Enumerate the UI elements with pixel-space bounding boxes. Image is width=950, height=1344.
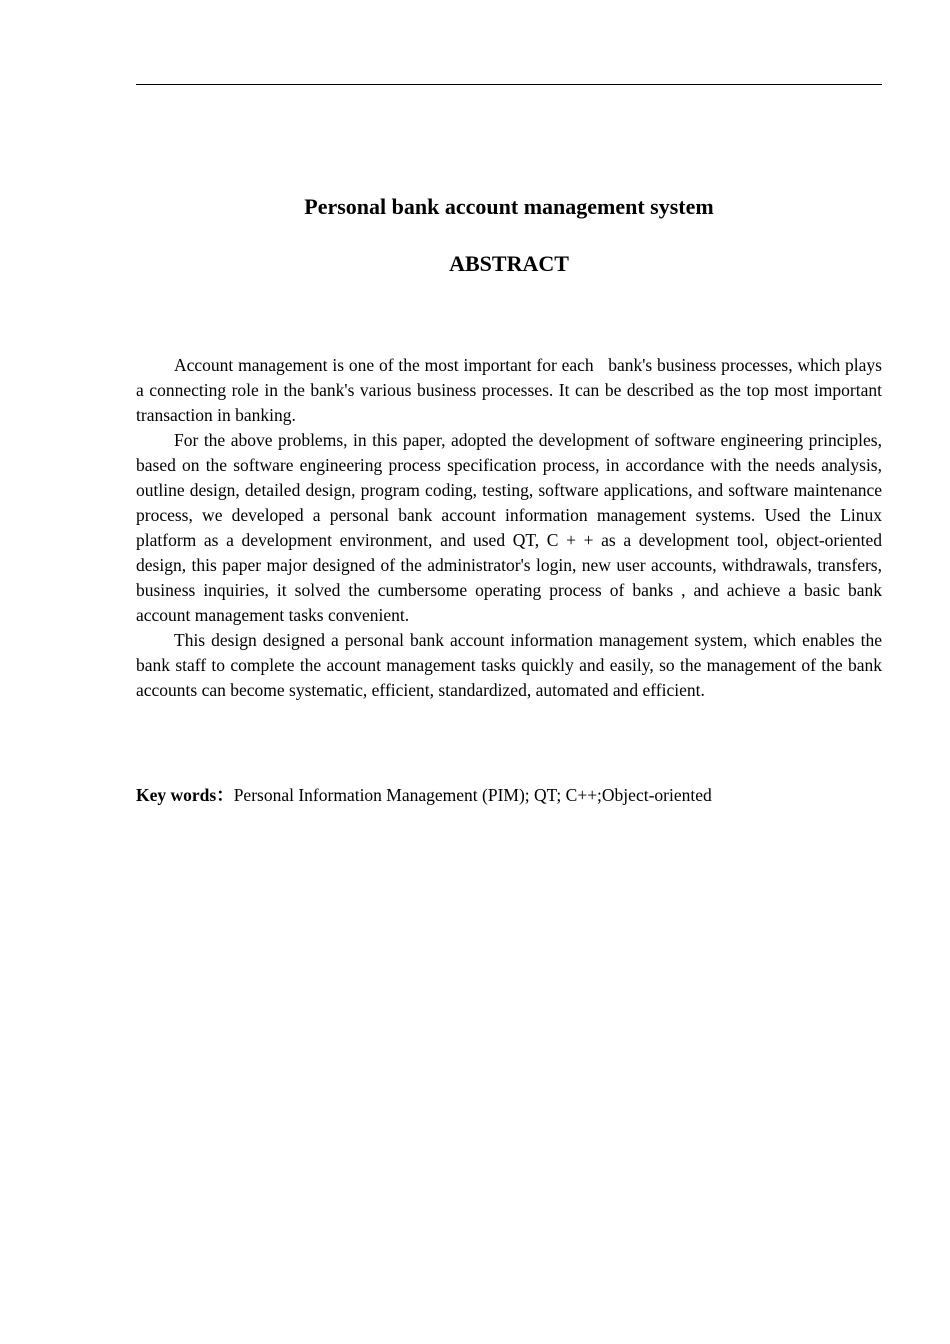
abstract-paragraph: This design designed a personal bank account information management system, which enables the bank staff to complete the account management tasks quickly and easily, so the management of the bank accounts can become systematic, efficient, standardized, automated and efficient. xyxy=(136,630,882,700)
abstract-heading: ABSTRACT xyxy=(449,251,569,276)
abstract-body xyxy=(136,353,882,703)
abstract-paragraph: Account management is one of the most important for each bank's business processes, which plays a connecting role in the bank's various business processes. It can be described as the top most important transaction in banking. xyxy=(136,355,882,425)
header-rule xyxy=(136,84,882,85)
keywords-text: Personal Information Management (PIM); QT; C++;Object-oriented xyxy=(233,785,712,805)
keywords-line xyxy=(136,783,882,808)
abstract-paragraph: For the above problems, in this paper, adopted the development of software engineering principles, based on the software engineering process specification process, in accordance with the needs analysis, outline design, detailed design, program coding, testing, software applications, and software maintenance process, we developed a personal bank account information management systems. Used the Linux platform as a development environment, and used QT, C + + as a development tool, object-oriented design, this paper major designed of the administrator's login, new user accounts, withdrawals, transfers, business inquiries, it solved the cumbersome operating process of banks , and achieve a basic bank account management tasks convenient. xyxy=(136,430,882,625)
keywords-label: Key words： xyxy=(136,785,234,805)
paper-title: Personal bank account management system xyxy=(304,194,714,219)
